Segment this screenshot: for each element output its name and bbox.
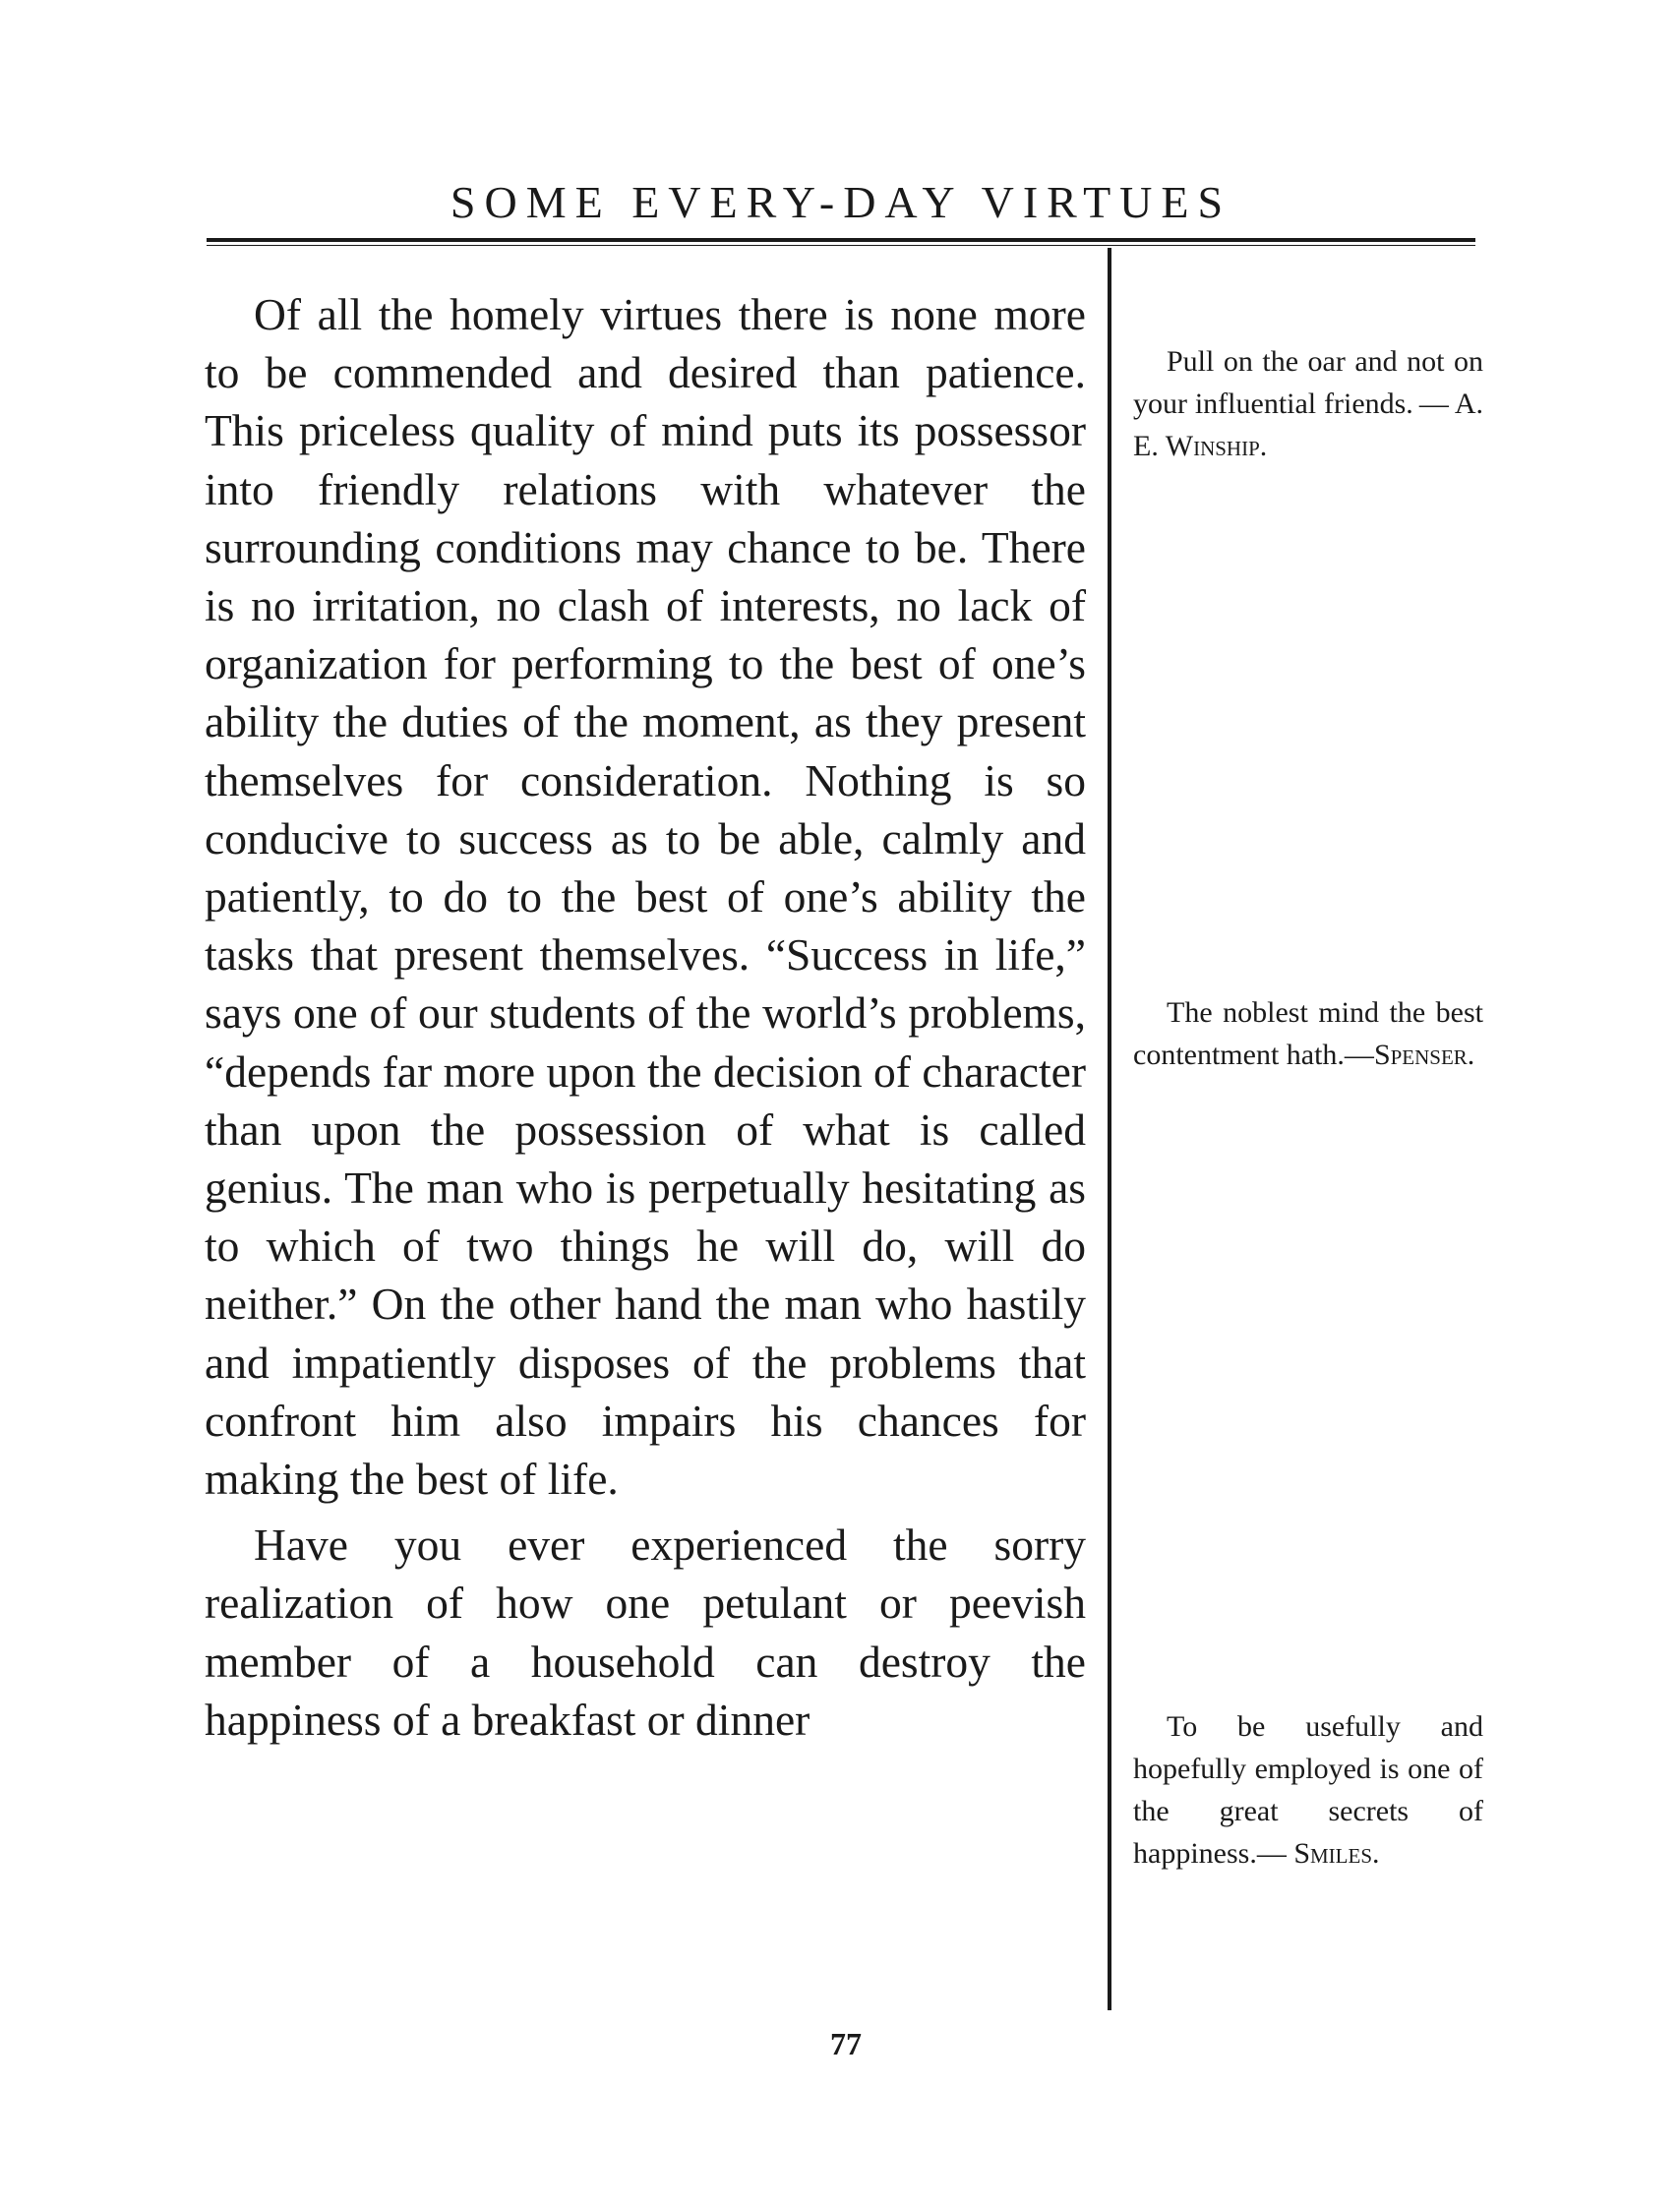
sidenote xyxy=(1133,340,1483,467)
sidenote-quote: The noblest mind the best contentment hath.— xyxy=(1133,996,1483,1071)
sidenote xyxy=(1133,1705,1483,1875)
column-divider xyxy=(1108,248,1111,2010)
sidenote-author: Spenser. xyxy=(1373,1039,1475,1071)
page-number: 77 xyxy=(830,2026,862,2061)
main-text-column xyxy=(205,285,1086,1757)
sidenote-quote: Pull on the oar and not on your influential friends. — xyxy=(1133,345,1483,420)
paragraph: Have you ever experienced the sorry realization of how one petulant or peevish member of a household can destroy the happiness of a breakfast or dinner xyxy=(205,1520,1086,1745)
sidenote xyxy=(1133,991,1483,1076)
sidenote-author: Smiles. xyxy=(1293,1837,1380,1870)
paragraph: Of all the homely virtues there is none more to be commended and desired than patience. This priceless quality of mind puts its possessor into friendly relations with whatever the surrounding conditions may chance to be. There is no irritation, no clash of interests, no lack of organization for performing to the best of one’s ability the duties of the moment, as they present themselves for consideration. Nothing is so conducive to success as to be able, calmly and patiently, to do to the best of one’s ability the tasks that present themselves. “Success in life,” says one of our students of the world’s problems, “depends far more upon the decision of character than upon the possession of what is called genius. The man who is perpetually hesitating as to which of two things he will do, will do neither.” On the other hand the man who hastily and impatiently disposes of the problems that confront him also impairs his chances for making the best of life. xyxy=(205,289,1086,1505)
running-head: SOME EVERY-DAY VIRTUES xyxy=(450,177,1232,227)
header-rule xyxy=(207,238,1475,246)
sidenote-author: A. E. Winship. xyxy=(1133,387,1483,462)
sidenote-quote: To be usefully and hopefully employed is one of the great secrets of happiness.— xyxy=(1133,1710,1483,1870)
